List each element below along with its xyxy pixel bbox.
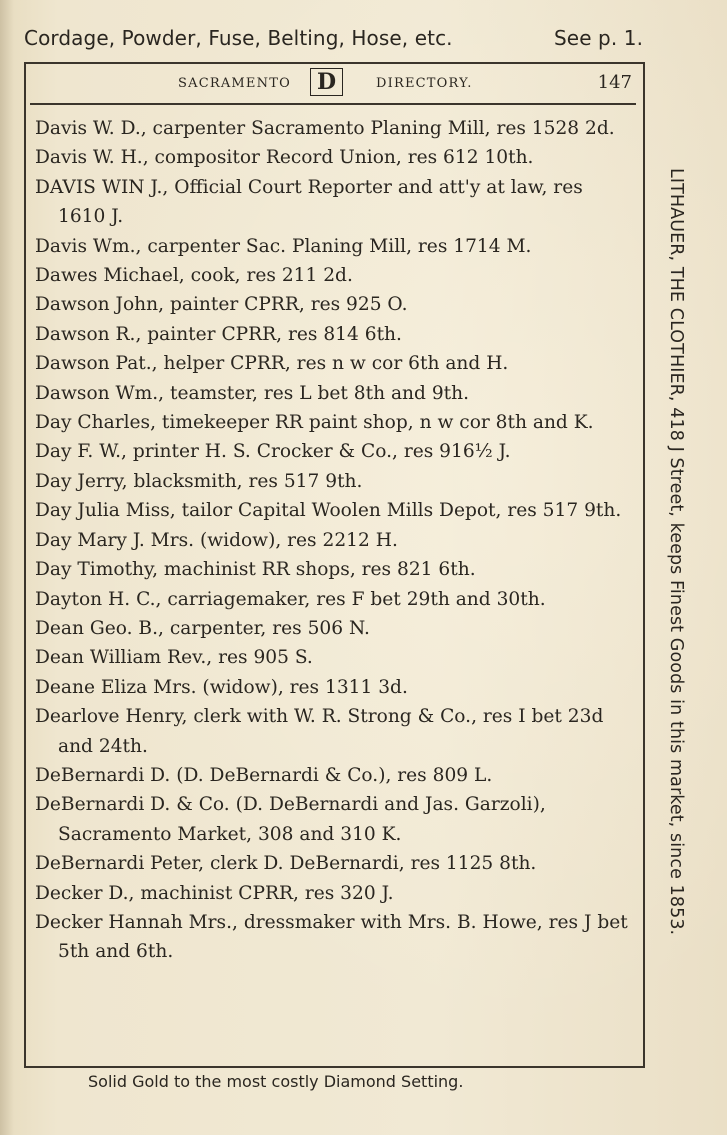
directory-entry: DeBernardi Peter, clerk D. DeBernardi, res 1125 8th. <box>35 853 537 875</box>
header-rule <box>30 103 636 105</box>
directory-entry: Day Charles, timekeeper RR paint shop, n w cor 8th and K. <box>35 412 594 434</box>
directory-entry: Decker Hannah Mrs., dressmaker with Mrs. B. Howe, res J bet 5th and 6th. <box>35 911 628 963</box>
directory-entry: Davis W. H., compositor Record Union, res 612 10th. <box>35 147 534 169</box>
side-advertisement <box>660 168 690 968</box>
bottom-advertisement: Solid Gold to the most costly Diamond Setting. <box>88 1072 464 1091</box>
frame-right-rule <box>643 62 645 1068</box>
directory-entry: Davis W. D., carpenter Sacramento Planing Mill, res 1528 2d. <box>35 118 615 139</box>
directory-entry: Dawson Pat., helper CPRR, res n w cor 6th and H. <box>35 353 509 375</box>
top-advertisement-text: Cordage, Powder, Fuse, Belting, Hose, etc. <box>24 26 453 50</box>
directory-entry: Dean William Rev., res 905 S. <box>35 647 313 669</box>
directory-entry: Dawson John, painter CPRR, res 925 O. <box>35 294 408 316</box>
directory-entry: DeBernardi D. (D. DeBernardi & Co.), res 809 L. <box>35 764 493 786</box>
directory-entry: Dearlove Henry, clerk with W. R. Strong & Co., res I bet 23d and 24th. <box>35 706 604 757</box>
binding-shadow <box>0 0 14 1135</box>
directory-entry: Dayton H. C., carriagemaker, res F bet 29th and 30th. <box>35 588 546 610</box>
directory-entry: Day Julia Miss, tailor Capital Woolen Mills Depot, res 517 9th. <box>35 500 622 522</box>
side-advertisement-text: LITHAUER, THE CLOTHIER, 418 J Street, keeps Finest Goods in this market, since 1853. <box>666 168 686 936</box>
page-number: 147 <box>597 72 632 93</box>
directory-entry: Day Mary J. Mrs. (widow), res 2212 H. <box>35 529 398 551</box>
directory-entry: Dawson Wm., teamster, res L bet 8th and 9th. <box>35 382 470 404</box>
directory-entry: Day Jerry, blacksmith, res 517 9th. <box>35 470 363 492</box>
frame-left-rule <box>24 62 26 1068</box>
top-advertisement-reference: See p. 1. <box>554 26 644 50</box>
directory-entry: Dean Geo. B., carpenter, res 506 N. <box>35 617 370 639</box>
frame-top-rule <box>24 62 644 64</box>
directory-entry: Davis Wm., carpenter Sac. Planing Mill, res 1714 M. <box>35 235 532 257</box>
header-city: SACRAMENTO <box>178 76 291 91</box>
directory-entry: Deane Eliza Mrs. (widow), res 1311 3d. <box>35 676 408 698</box>
directory-entry: Dawes Michael, cook, res 211 2d. <box>35 265 353 287</box>
directory-entries <box>35 114 635 967</box>
directory-entry: DeBernardi D. & Co. (D. DeBernardi and Jas. Garzoli), Sacramento Market, 308 and 310 K. <box>35 794 546 845</box>
directory-entry: Decker D., machinist CPRR, res 320 J. <box>35 882 394 904</box>
running-header <box>30 68 638 100</box>
directory-entry: Day Timothy, machinist RR shops, res 821 6th. <box>35 559 476 581</box>
top-advertisement <box>24 26 664 50</box>
directory-entry: Day F. W., printer H. S. Crocker & Co., res 916½ J. <box>35 441 511 463</box>
header-directory-label: DIRECTORY. <box>376 76 473 91</box>
header-section-letter: D <box>310 68 343 96</box>
directory-entry: DAVIS WIN J., Official Court Reporter and att'y at law, res 1610 J. <box>35 176 583 228</box>
directory-entry: Dawson R., painter CPRR, res 814 6th. <box>35 323 402 345</box>
frame-bottom-rule <box>24 1066 644 1068</box>
